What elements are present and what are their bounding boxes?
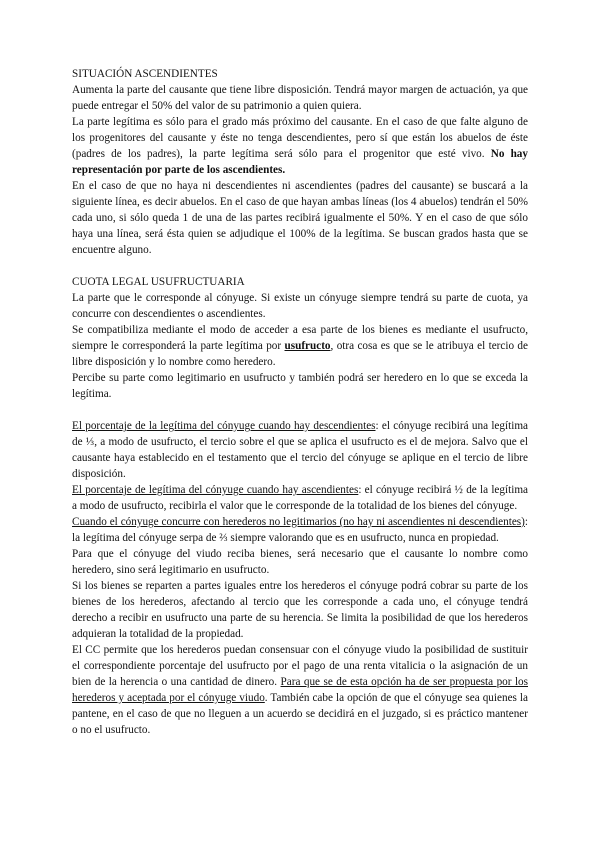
- paragraph-5-bold: usufructo: [284, 340, 331, 352]
- paragraph-5-after: , otra cosa es que se le atribuya el tercio de libre disposición y lo nombre como heredero.: [72, 340, 528, 368]
- heading-situacion-ascendientes: SITUACIÓN ASCENDIENTES: [72, 68, 218, 80]
- paragraph-3: En el caso de que no haya ni descendientes ni ascendientes (padres del causante) se buscará a la siguiente línea, es decir abuelos. En el caso de que hayan ambas líneas (los 4 abuelos) tendrán el 50% cada uno, si sólo queda 1 de una de las partes recibirá igualmente el 50%. Y en el caso de que sólo haya una línea, será ésta quien se adjudique el 100% de la legítima. Se buscan grados hasta que se encuentre alguno.: [72, 180, 528, 256]
- paragraph-5-before: Se compatibiliza mediante el modo de acceder a esa parte de los bienes es mediante el usufructo, siempre le corresponderá la parte legítima por: [72, 324, 528, 352]
- heading-cuota-legal: CUOTA LEGAL USUFRUCTUARIA: [72, 276, 245, 288]
- paragraph-9-underlined: Cuando el cónyuge concurre con herederos no legitimarios (no hay ni ascendientes ni descendientes): [72, 516, 525, 528]
- paragraph-12-underlined: Para que se de esta opción ha de ser propuesta por los herederos y aceptada por el cónyuge viudo: [72, 676, 528, 704]
- paragraph-8: [72, 482, 528, 514]
- spacer: [72, 258, 528, 274]
- paragraph-9-rest: : la legítima del cónyuge serpa de ⅔ siempre valorando que es en usufructo, nunca en propiedad.: [72, 516, 528, 544]
- paragraph-1: Aumenta la parte del causante que tiene libre disposición. Tendrá mayor margen de actuación, ya que puede entregar el 50% del valor de su patrimonio a quien quiera.: [72, 84, 528, 112]
- paragraph-2-text: La parte legítima es sólo para el grado más próximo del causante. En el caso de que falte alguno de los progenitores del causante y éste no tenga descendientes, pero sí que están los abuelos de éste (padres de los padres), la parte legítima será sólo para el progenitor que esté vivo.: [72, 116, 528, 160]
- paragraph-4: La parte que le corresponde al cónyuge. Si existe un cónyuge siempre tendrá su parte de cuota, ya concurre con descendientes o ascendientes.: [72, 292, 528, 320]
- paragraph-11: Si los bienes se reparten a partes iguales entre los herederos el cónyuge podrá cobrar su parte de los bienes de los herederos, afectando al tercio que les corresponde a cada uno, el cónyuge tendrá derecho a recibir en usufructo una parte de su herencia. Se limita la posibilidad de que los herederos adquieran la totalidad de la propiedad.: [72, 580, 528, 640]
- document-page: [72, 66, 528, 738]
- paragraph-12: [72, 642, 528, 738]
- paragraph-8-underlined: El porcentaje de legítima del cónyuge cuando hay ascendientes: [72, 484, 359, 496]
- paragraph-7: [72, 418, 528, 482]
- paragraph-7-rest: : el cónyuge recibirá una legítima de ⅓, a modo de usufructo, el tercio sobre el que se aplica el usufructo es el de mejora. Salvo que el causante haya establecido en el testamento que el tercio del cónyuge se aplique en el tercio de libre disposición.: [72, 420, 528, 480]
- paragraph-12-after: . También cabe la opción de que el cónyuge sea quienes la pantene, en el caso de que no lleguen a un acuerdo se decidirá en el juzgado, si es práctico mantener o no el usufructo.: [72, 692, 528, 736]
- paragraph-12-before: El CC permite que los herederos puedan consensuar con el cónyuge viudo la posibilidad de sustituir el correspondiente porcentaje del usufructo por el pago de una renta vitalicia o la asignación de un bien de la herencia o una cantidad de dinero.: [72, 644, 528, 688]
- paragraph-6: Percibe su parte como legitimario en usufructo y también podrá ser heredero en lo que se exceda la legítima.: [72, 372, 528, 400]
- paragraph-2-bold: No hay representación por parte de los ascendientes.: [72, 148, 528, 176]
- paragraph-5: [72, 322, 528, 370]
- paragraph-9: [72, 514, 528, 546]
- paragraph-7-underlined: El porcentaje de la legítima del cónyuge cuando hay descendientes: [72, 420, 376, 432]
- paragraph-2: [72, 114, 528, 178]
- paragraph-8-rest: : el cónyuge recibirá ½ de la legítima a modo de usufructo, recibirla el valor que le corresponde de la totalidad de los bienes del cónyuge.: [72, 484, 528, 512]
- spacer: [72, 402, 528, 418]
- paragraph-10: Para que el cónyuge del viudo reciba bienes, será necesario que el causante lo nombre como heredero, sino será legitimario en usufructo.: [72, 548, 528, 576]
